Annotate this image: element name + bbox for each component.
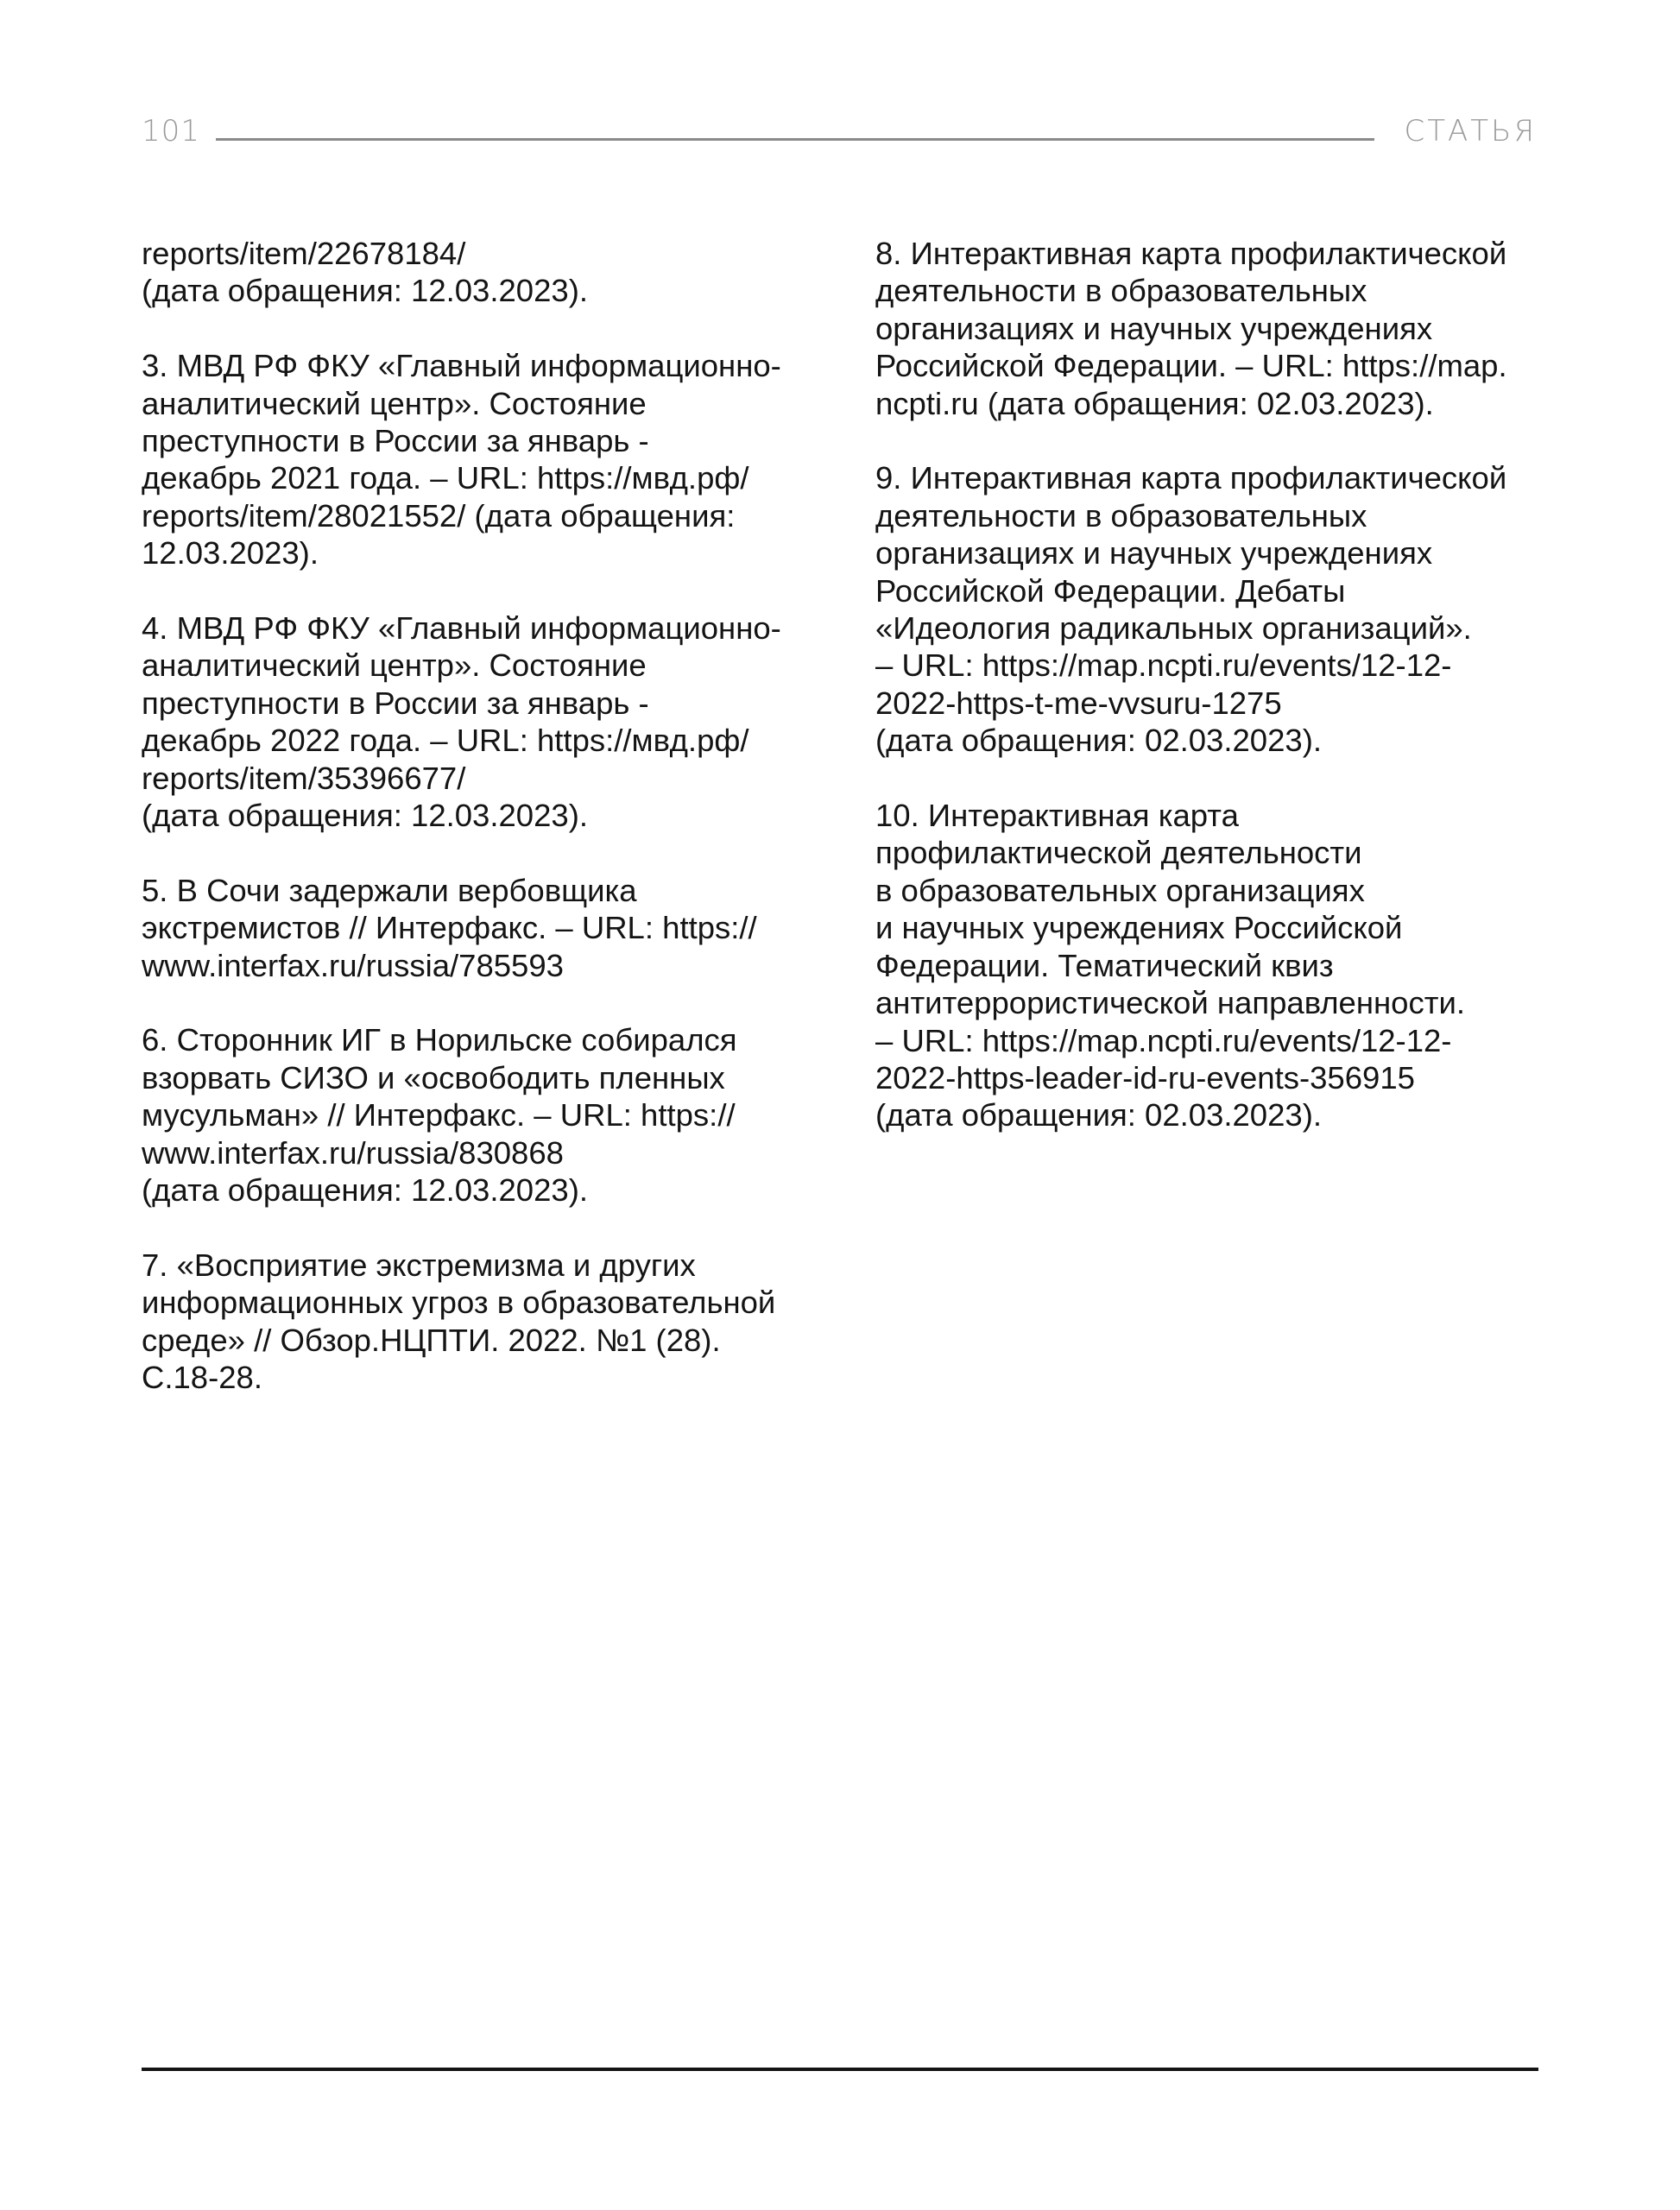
reference-line: www.interfax.ru/russia/785593 (142, 947, 564, 983)
reference-line: преступности в России за январь - (142, 423, 649, 459)
reference-entry (142, 235, 824, 310)
reference-line: С.18-28. (142, 1360, 262, 1396)
reference-line: «Идеология радикальных организаций». (875, 610, 1472, 647)
reference-line: в образовательных организациях (875, 872, 1365, 908)
reference-line: 8. Интерактивная карта профилактической (875, 236, 1507, 271)
section-label: СТАТЬЯ (1404, 114, 1537, 148)
reference-line: 7. «Восприятие экстремизма и других (142, 1247, 696, 1283)
footer-divider (142, 2068, 1538, 2071)
reference-line: информационных угроз в образовательной (142, 1285, 776, 1321)
reference-line: Российской Федерации. – URL: https://map. (875, 348, 1507, 384)
reference-line: экстремистов // Интерфакс. – URL: https:// (142, 910, 757, 946)
left-column (142, 235, 824, 1434)
reference-line: мусульман» // Интерфакс. – URL: https:// (142, 1097, 736, 1133)
reference-line: (дата обращения: 12.03.2023). (142, 1172, 588, 1209)
reference-line: ncpti.ru (дата обращения: 02.03.2023). (875, 385, 1434, 421)
reference-line: (дата обращения: 12.03.2023). (142, 798, 588, 834)
reference-line: организациях и научных учреждениях (875, 310, 1433, 346)
reference-line: Российской Федерации. Дебаты (875, 572, 1346, 609)
reference-entry (875, 459, 1557, 759)
reference-entry (875, 235, 1557, 422)
reference-line: декабрь 2021 года. – URL: https://мвд.рф/ (142, 460, 749, 496)
page-number: 101 (142, 114, 200, 148)
reference-line: и научных учреждениях Российской (875, 910, 1403, 946)
reference-line: 5. В Сочи задержали вербовщика (142, 872, 637, 908)
reference-line: организациях и научных учреждениях (875, 535, 1433, 571)
reference-line: преступности в России за январь - (142, 685, 649, 721)
reference-line: 2022-https-t-me-vvsuru-1275 (875, 685, 1282, 721)
reference-line: аналитический центр». Состояние (142, 647, 647, 684)
reference-line: www.interfax.ru/russia/830868 (142, 1134, 564, 1171)
reference-line: (дата обращения: 02.03.2023). (875, 1097, 1322, 1133)
reference-line: (дата обращения: 02.03.2023). (875, 723, 1322, 759)
reference-entry (875, 797, 1557, 1134)
reference-line: 10. Интерактивная карта (875, 798, 1239, 834)
reference-line: деятельности в образовательных (875, 273, 1367, 309)
reference-line: деятельности в образовательных (875, 497, 1367, 534)
header-divider (216, 138, 1374, 141)
reference-entry (142, 609, 824, 834)
reference-line: reports/item/35396677/ (142, 760, 466, 796)
reference-line: взорвать СИЗО и «освободить пленных (142, 1059, 725, 1096)
reference-line: – URL: https://map.ncpti.ru/events/12-12- (875, 1022, 1452, 1058)
reference-line: Федерации. Тематический квиз (875, 947, 1334, 983)
reference-line: 3. МВД РФ ФКУ «Главный информационно- (142, 348, 781, 384)
reference-line: 4. МВД РФ ФКУ «Главный информационно- (142, 610, 781, 647)
reference-line: среде» // Обзор.НЦПТИ. 2022. №1 (28). (142, 1322, 721, 1358)
right-column (875, 235, 1557, 1171)
reference-entry (142, 1021, 824, 1209)
reference-line: 6. Сторонник ИГ в Норильске собирался (142, 1022, 737, 1058)
page-header (0, 0, 1680, 173)
reference-line: 9. Интерактивная карта профилактической (875, 460, 1507, 496)
reference-line: – URL: https://map.ncpti.ru/events/12-12- (875, 647, 1452, 684)
reference-line: reports/item/22678184/ (142, 236, 466, 271)
reference-line: reports/item/28021552/ (дата обращения: (142, 497, 736, 534)
reference-line: 12.03.2023). (142, 535, 319, 571)
reference-entry (142, 872, 824, 984)
reference-line: декабрь 2022 года. – URL: https://мвд.рф/ (142, 723, 749, 759)
reference-entry (142, 347, 824, 571)
reference-line: аналитический центр». Состояние (142, 385, 647, 421)
reference-line: 2022-https-leader-id-ru-events-356915 (875, 1059, 1415, 1096)
reference-line: (дата обращения: 12.03.2023). (142, 273, 588, 309)
reference-line: антитеррористической направленности. (875, 985, 1465, 1021)
reference-entry (142, 1247, 824, 1397)
reference-line: профилактической деятельности (875, 835, 1362, 871)
